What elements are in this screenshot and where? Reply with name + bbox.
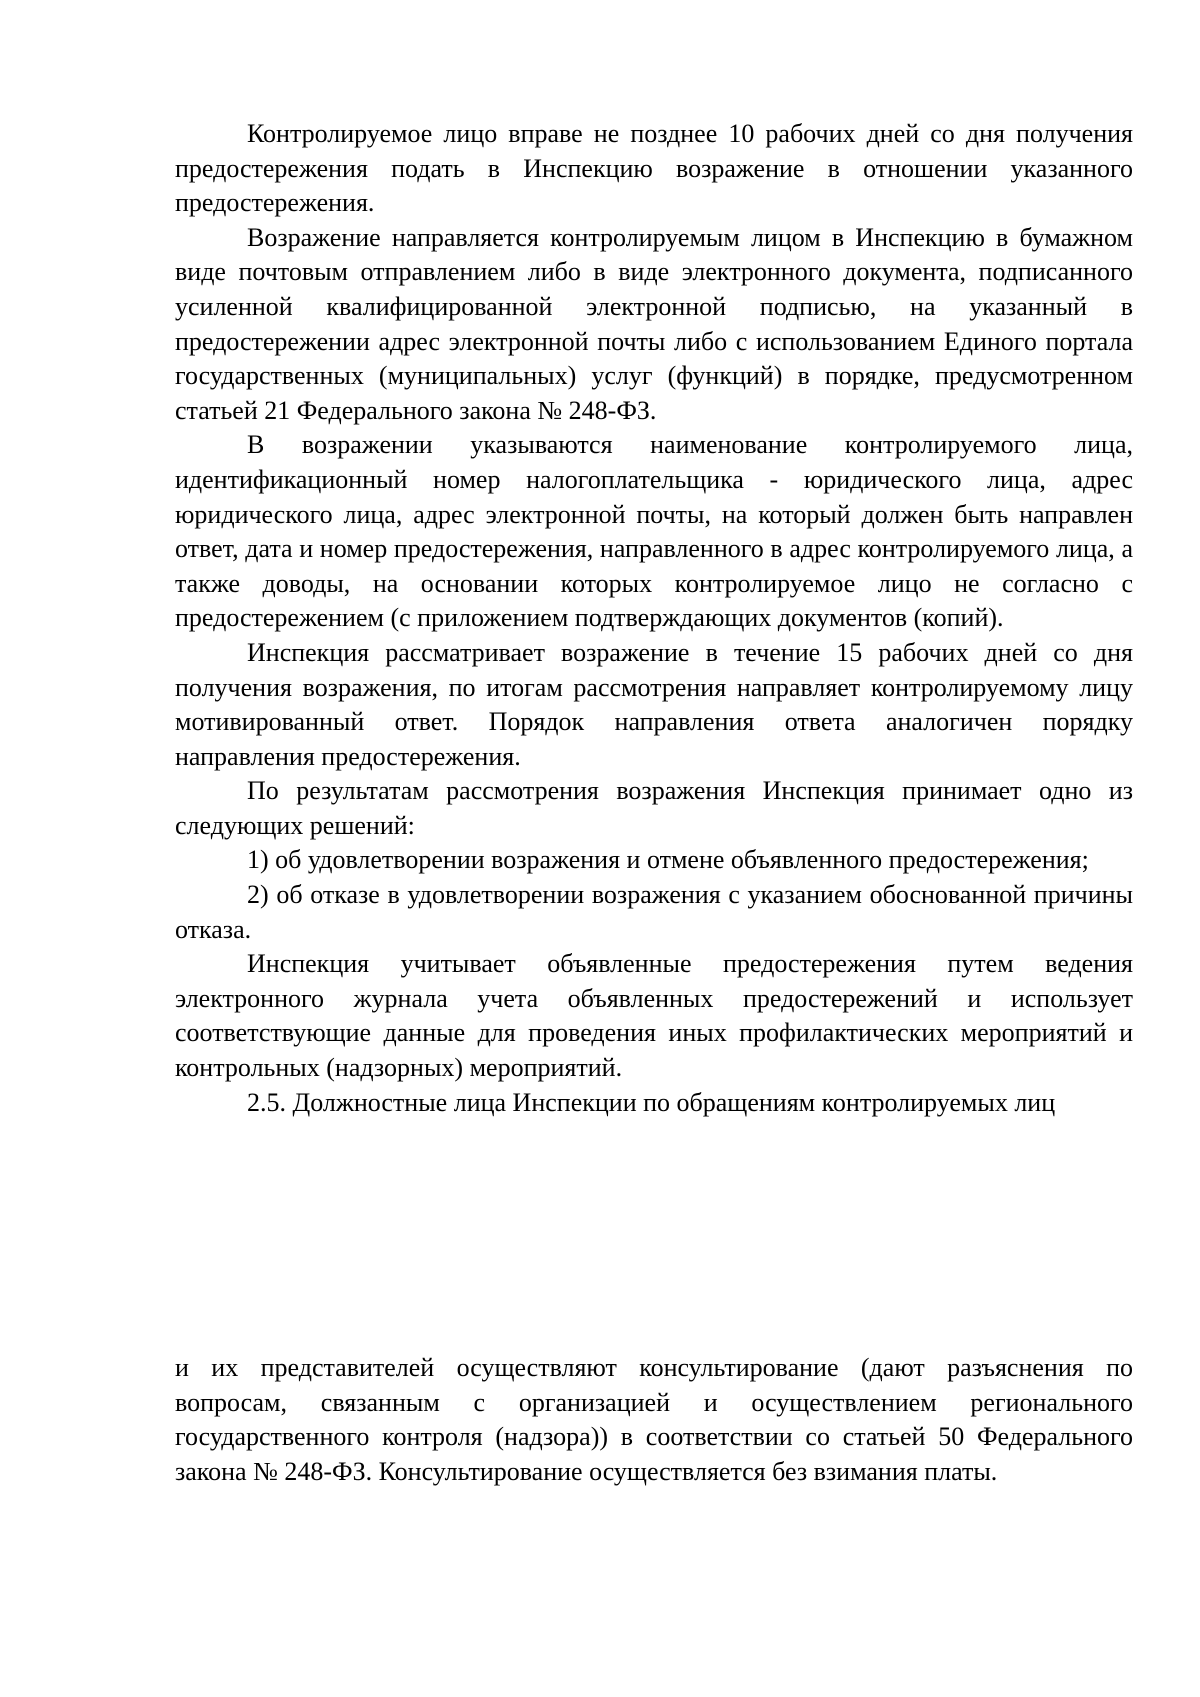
paragraph-objection-contents: В возражении указываются наименование контролируемого лица, идентификационный номер налогоплательщика - юридического лица, адрес юридического лица, адрес электронной почты, на который должен быть направлен ответ, дата и номер предостережения, направленного в адрес контролируемого лица, а также доводы, на основании которых контролируемое лицо не согласно с предостережением (с приложением подтверждающих документов (копий).: [175, 430, 1133, 633]
document-body-continued: [175, 1351, 1133, 1489]
paragraph-section-2-5-continuation: и их представителей осуществляют консультирование (дают разъяснения по вопросам, связанным с организацией и осуществлением регионального государственного контроля (надзора)) в соответствии со статьей 50 Федерального закона № 248-ФЗ. Консультирование осуществляется без взимания платы.: [175, 1353, 1133, 1486]
paragraph-objection-deadline: Контролируемое лицо вправе не позднее 10 рабочих дней со дня получения предостережения подать в Инспекцию возражение в отношении указанного предостережения.: [175, 119, 1133, 218]
paragraph-review-decisions: По результатам рассмотрения возражения Инспекция принимает одно из следующих решений:: [175, 776, 1133, 840]
decision-item-2: 2) об отказе в удовлетворении возражения с указанием обоснованной причины отказа.: [175, 880, 1133, 944]
document-body: [175, 117, 1133, 1120]
paragraph-warnings-journal: Инспекция учитывает объявленные предостережения путем ведения электронного журнала учета объявленных предостережений и использует соответствующие данные для проведения иных профилактических мероприятий и контрольных (надзорных) мероприятий.: [175, 949, 1133, 1083]
paragraph-objection-submission: Возражение направляется контролируемым лицом в Инспекцию в бумажном виде почтовым отправлением либо в виде электронного документа, подписанного усиленной квалифицированной электронной подписью, на указанный в предостережении адрес электронной почты либо с использованием Единого портала государственных (муниципальных) услуг (функций) в порядке, предусмотренном статьей 21 Федерального закона № 248-ФЗ.: [175, 222, 1133, 425]
paragraph-objection-review: Инспекция рассматривает возражение в течение 15 рабочих дней со дня получения возражения, по итогам рассмотрения направляет контролируемому лицу мотивированный ответ. Порядок направления ответа аналогичен порядку направления предостережения.: [175, 637, 1133, 771]
decision-item-1: 1) об удовлетворении возражения и отмене объявленного предостережения;: [247, 845, 1089, 875]
paragraph-section-2-5-start: 2.5. Должностные лица Инспекции по обращениям контролируемых лиц: [247, 1087, 1056, 1117]
